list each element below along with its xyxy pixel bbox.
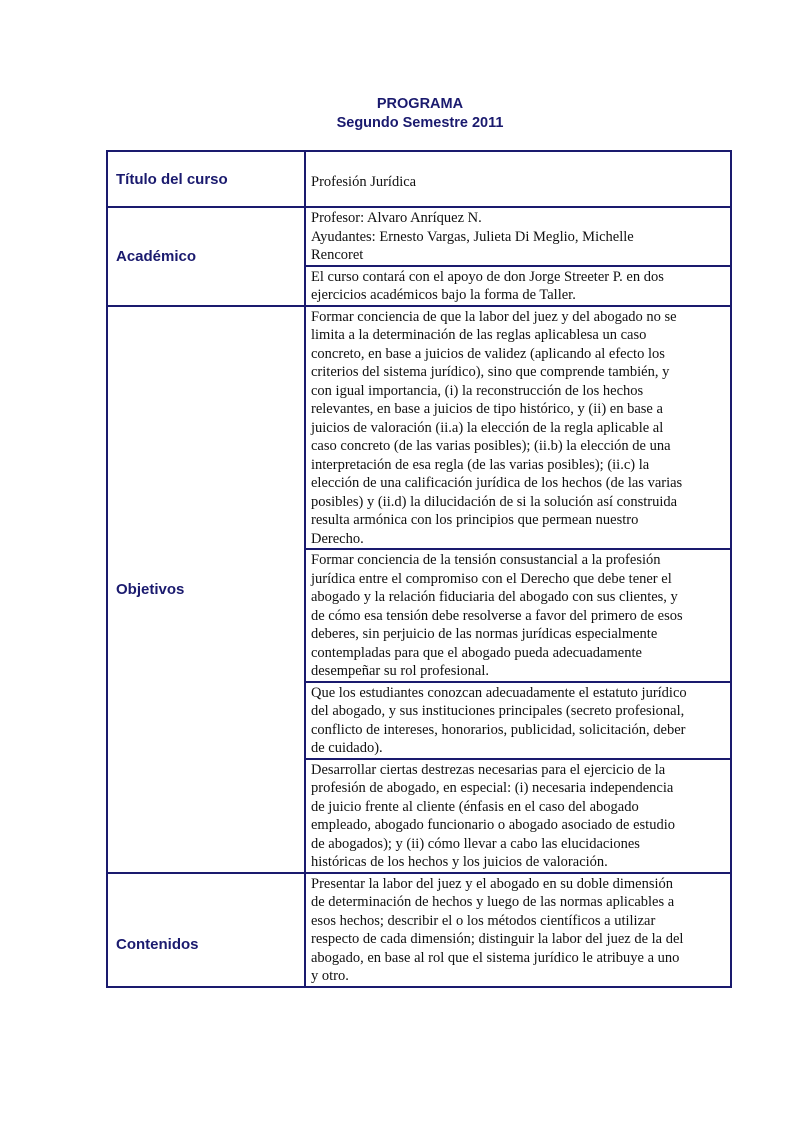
contenidos-line: de determinación de hechos y luego de las normas aplicables a: [311, 894, 675, 910]
cell-objetivo-3: [305, 682, 731, 759]
objetivo-2-line: deberes, sin perjuicio de las normas jurídicas especialmente: [311, 626, 658, 642]
objetivo-1-line: posibles) y (ii.d) la dilucidación de si la solución así construida: [311, 493, 678, 510]
label-objetivos: Objetivos: [107, 306, 305, 873]
objetivo-2-line: contempladas para que el abogado pueda adecuadamente: [311, 644, 642, 661]
objetivo-4-line: de juicio frente al cliente (énfasis en el caso del abogado: [311, 798, 639, 815]
objetivo-1-line: elección de una calificación jurídica de los hechos (de las varias: [311, 475, 683, 491]
contenidos-line: respecto de cada dimensión; distinguir la labor del juez de la del: [311, 931, 684, 947]
label-academico: Académico: [107, 207, 305, 306]
program-table: [106, 150, 732, 988]
objetivo-1-line: interpretación de esa regla (de las varias posibles); (ii.c) la: [311, 456, 650, 473]
ayudantes-text-1: Ayudantes: Ernesto Vargas, Julieta Di Meglio, Michelle: [311, 228, 634, 245]
objetivo-4-line: empleado, abogado funcionario o abogado asociado de estudio: [311, 817, 675, 833]
contenidos-line: Presentar la labor del juez y el abogado en su doble dimensión: [311, 875, 673, 892]
contenidos-line: abogado, en base al rol que el sistema jurídico le atribuye a uno: [311, 949, 680, 966]
label-course-title: Título del curso: [107, 151, 305, 207]
objetivo-3-line: del abogado, y sus instituciones principales (secreto profesional,: [311, 703, 685, 719]
objetivo-2-line: abogado y la relación fiduciaria del abogado con sus clientes, y: [311, 589, 678, 605]
row-objetivo-1: [107, 306, 731, 550]
cell-objetivo-4: [305, 759, 731, 873]
objetivo-4-line: Desarrollar ciertas destrezas necesarias para el ejercicio de la: [311, 761, 666, 778]
apoyo-text-1: El curso contará con el apoyo de don Jorge Streeter P. en dos: [311, 268, 664, 285]
contenidos-line: esos hechos; describir el o los métodos científicos a utilizar: [311, 912, 656, 929]
objetivo-1-line: concreto, en base a juicios de validez (aplicando al efecto los: [311, 345, 665, 362]
objetivo-1-line: limita a la determinación de las reglas aplicablesa un caso: [311, 327, 647, 343]
row-contenidos: [107, 873, 731, 987]
objetivo-1-line: resulta armónica con los principios que permean nuestro: [311, 512, 639, 528]
document-title: PROGRAMA: [376, 96, 464, 112]
objetivo-1-line: Formar conciencia de que la labor del juez y del abogado no se: [311, 308, 677, 325]
cell-profesor-ayudantes: [305, 207, 731, 266]
objetivo-1-line: relevantes, en base a juicios de tipo histórico, y (ii) en base a: [311, 401, 663, 417]
document-subtitle: Segundo Semestre 2011: [336, 115, 504, 131]
cell-objetivo-1: [305, 306, 731, 550]
objetivo-3-line: Que los estudiantes conozcan adecuadamente el estatuto jurídico: [311, 684, 687, 701]
objetivo-2-line: jurídica entre el compromiso con el Derecho que debe tener el: [311, 570, 672, 587]
objetivo-3-line: conflicto de intereses, honorarios, publicidad, solicitación, deber: [311, 721, 686, 738]
label-contenidos-text: Contenidos: [116, 936, 199, 953]
row-course-title: [107, 151, 731, 207]
ayudantes-text-2: Rencoret: [311, 247, 364, 263]
objetivo-1-line: juicios de valoración (ii.a) la elección de la regla aplicable al: [311, 419, 664, 436]
contenidos-line: y otro.: [311, 968, 349, 984]
apoyo-text-2: ejercicios académicos bajo la forma de Taller.: [311, 287, 576, 303]
objetivo-1-line: caso concreto (de las varias posibles); (ii.b) la elección de una: [311, 438, 671, 454]
row-academico-profesor: [107, 207, 731, 266]
objetivo-4-line: históricas de los hechos y los juicios de valoración.: [311, 854, 608, 870]
objetivo-3-line: de cuidado).: [311, 740, 383, 756]
objetivo-4-line: profesión de abogado, en especial: (i) necesaria independencia: [311, 780, 674, 796]
cell-apoyo: [305, 266, 731, 306]
cell-objetivo-2: [305, 549, 731, 682]
objetivo-2-line: Formar conciencia de la tensión consustancial a la profesión: [311, 552, 661, 568]
objetivo-1-line: criterios del sistema jurídico), sino que comprende también, y: [311, 364, 670, 380]
value-course-title: Profesión Jurídica: [305, 151, 731, 207]
document-header: [0, 95, 800, 133]
objetivo-1-line: con igual importancia, (i) la reconstrucción de los hechos: [311, 382, 644, 399]
objetivo-2-line: de cómo esa tensión debe resolverse a favor del primero de esos: [311, 607, 683, 624]
objetivo-4-line: de abogados); y (ii) cómo llevar a cabo las elucidaciones: [311, 835, 640, 852]
label-contenidos: [107, 873, 305, 987]
profesor-text: Profesor: Alvaro Anríquez N.: [311, 210, 482, 226]
objetivo-2-line: desempeñar su rol profesional.: [311, 663, 489, 679]
objetivo-1-line: Derecho.: [311, 530, 364, 547]
cell-contenidos: [305, 873, 731, 987]
